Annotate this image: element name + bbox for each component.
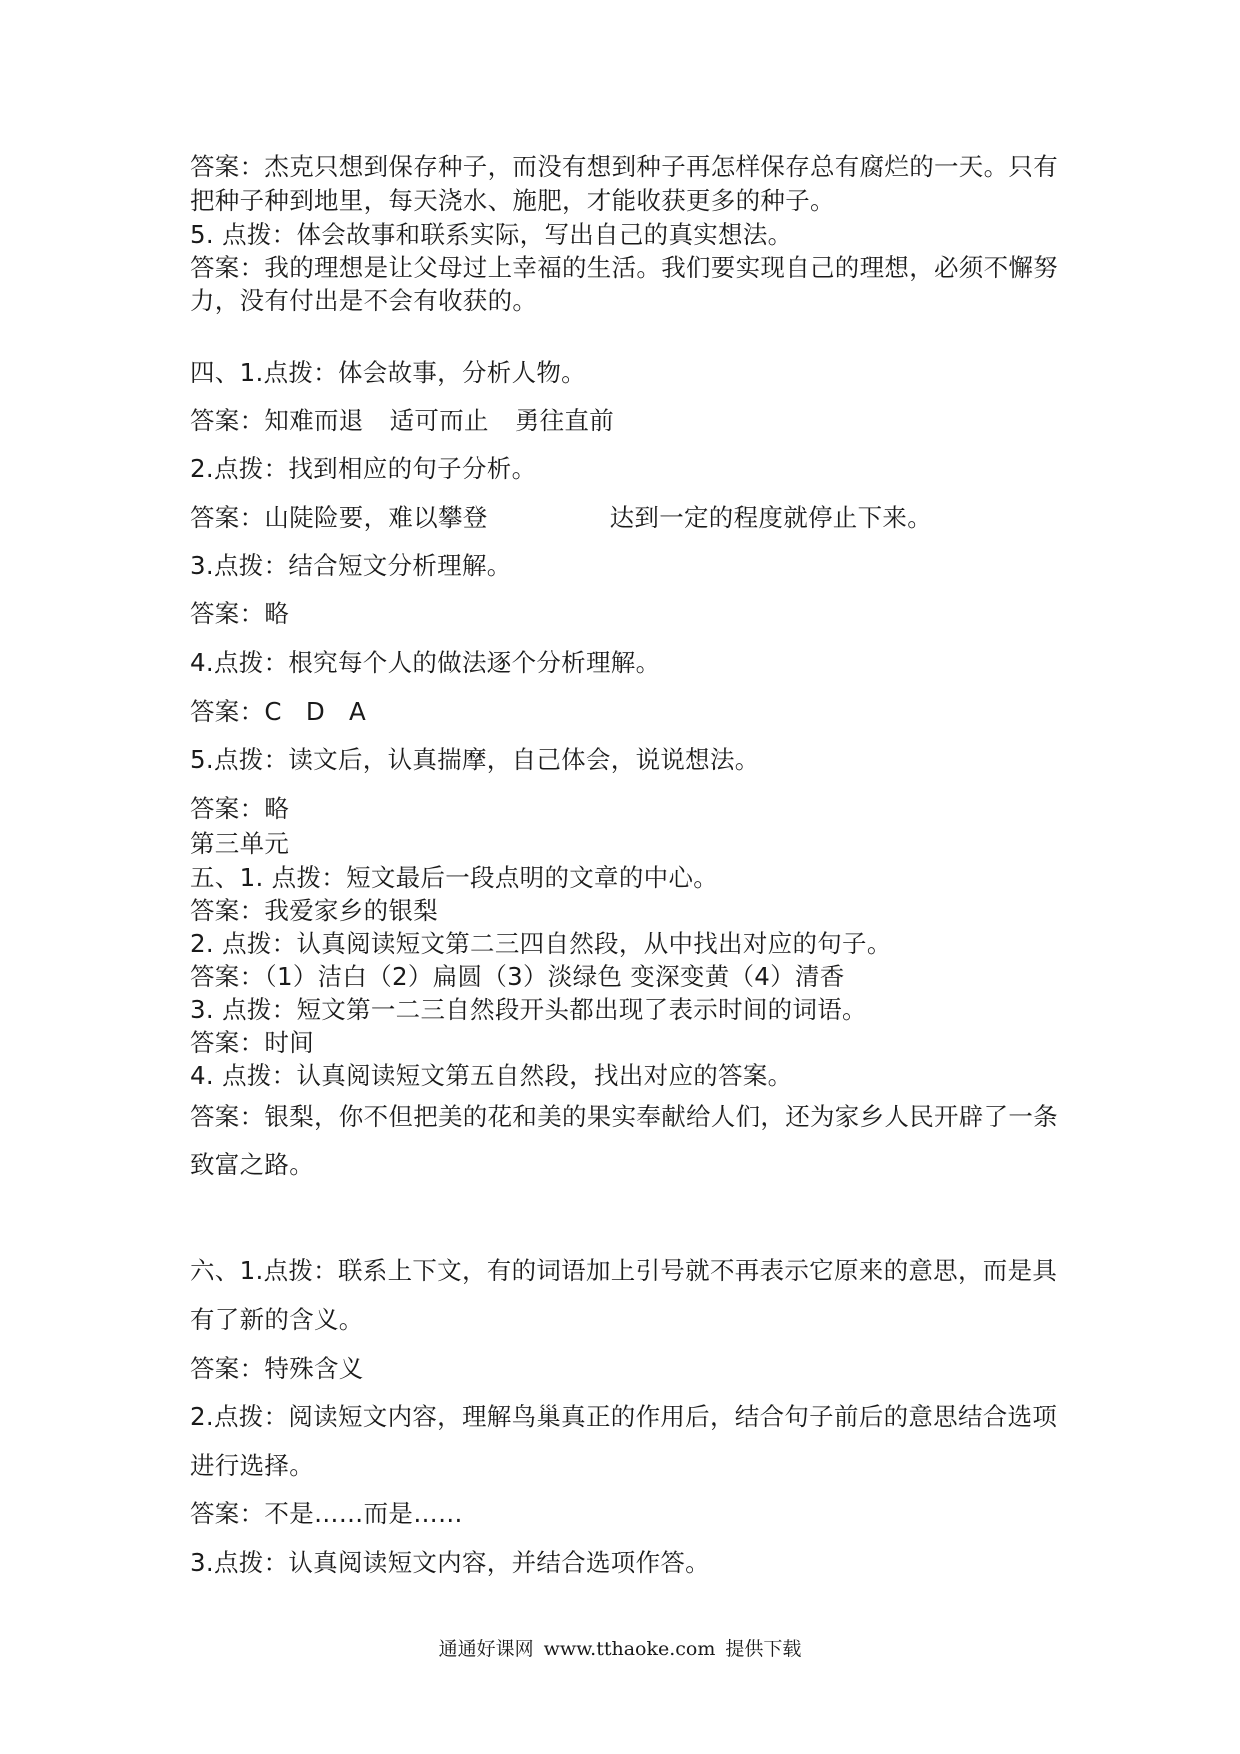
answer-part: 适可而止 xyxy=(389,406,489,435)
answer-prefix: 答案： xyxy=(190,406,265,435)
answer-prefix: 答案： xyxy=(190,503,265,532)
answer-line-continued: 致富之路。 xyxy=(190,1150,314,1179)
answer-line xyxy=(190,404,614,438)
footer-site-name: 通通好课网 xyxy=(438,1638,534,1660)
answer-line: 答案：杰克只想到保存种子，而没有想到种子再怎样保存总有腐烂的一天。只有 xyxy=(190,152,1058,181)
hint-line: 4.点拨：根究每个人的做法逐个分析理解。 xyxy=(190,648,661,677)
answer-line: 答案：特殊含义 xyxy=(190,1354,364,1383)
answer-line: 答案：我的理想是让父母过上幸福的生活。我们要实现自己的理想，必须不懈努 xyxy=(190,253,1058,282)
footer-suffix: 提供下载 xyxy=(725,1638,802,1660)
unit-heading: 第三单元 xyxy=(190,829,290,858)
hint-line: 2.点拨：找到相应的句子分析。 xyxy=(190,454,537,483)
hint-line: 4. 点拨：认真阅读短文第五自然段，找出对应的答案。 xyxy=(190,1061,793,1090)
hint-line: 3.点拨：认真阅读短文内容，并结合选项作答。 xyxy=(190,1548,710,1577)
section-heading-liu: 六、1.点拨：联系上下文，有的词语加上引号就不再表示它原来的意思，而是具 xyxy=(190,1256,1058,1285)
page-footer xyxy=(0,1636,1240,1662)
answer-line xyxy=(190,695,366,729)
answer-line: 答案：时间 xyxy=(190,1028,314,1057)
answer-part: 达到一定的程度就停止下来。 xyxy=(609,503,933,532)
answer-line: 答案：不是……而是…… xyxy=(190,1499,463,1528)
answer-line-continued: 力，没有付出是不会有收获的。 xyxy=(190,286,538,315)
answer-part: 知难而退 xyxy=(264,406,364,435)
hint-line: 3. 点拨：短文第一二三自然段开头都出现了表示时间的词语。 xyxy=(190,995,867,1024)
hint-line: 2.点拨：阅读短文内容，理解鸟巢真正的作用后，结合句子前后的意思结合选项 xyxy=(190,1402,1058,1431)
answer-line: 答案：我爱家乡的银梨 xyxy=(190,896,438,925)
answer-part: 山陡险要，难以攀登 xyxy=(264,503,488,532)
hint-line: 5. 点拨：体会故事和联系实际，写出自己的真实想法。 xyxy=(190,220,793,249)
section-heading-wu: 五、1. 点拨：短文最后一段点明的文章的中心。 xyxy=(190,863,719,892)
answer-choice: A xyxy=(349,697,367,726)
hint-line: 2. 点拨：认真阅读短文第二三四自然段，从中找出对应的句子。 xyxy=(190,929,892,958)
answer-choice: D xyxy=(305,697,325,726)
answer-part: 勇往直前 xyxy=(514,406,615,435)
answer-choice: C xyxy=(264,697,282,726)
answer-line: 答案：略 xyxy=(190,599,290,628)
answer-line-continued: 把种子种到地里，每天浇水、施肥，才能收获更多的种子。 xyxy=(190,186,835,215)
footer-url: www.tthaoke.com xyxy=(543,1638,716,1660)
answer-line xyxy=(190,501,932,535)
answer-line: 答案：略 xyxy=(190,794,290,823)
hint-line-continued: 进行选择。 xyxy=(190,1451,314,1480)
answer-prefix: 答案： xyxy=(190,697,265,726)
section-heading-si: 四、1.点拨：体会故事，分析人物。 xyxy=(190,358,586,387)
answer-line: 答案：（1）洁白（2）扁圆（3）淡绿色 变深变黄（4）清香 xyxy=(190,962,845,991)
hint-line: 3.点拨：结合短文分析理解。 xyxy=(190,551,512,580)
hint-line: 5.点拨：读文后，认真揣摩，自己体会，说说想法。 xyxy=(190,745,760,774)
hint-line-continued: 有了新的含义。 xyxy=(190,1305,364,1334)
answer-line: 答案：银梨，你不但把美的花和美的果实奉献给人们，还为家乡人民开辟了一条 xyxy=(190,1102,1058,1131)
